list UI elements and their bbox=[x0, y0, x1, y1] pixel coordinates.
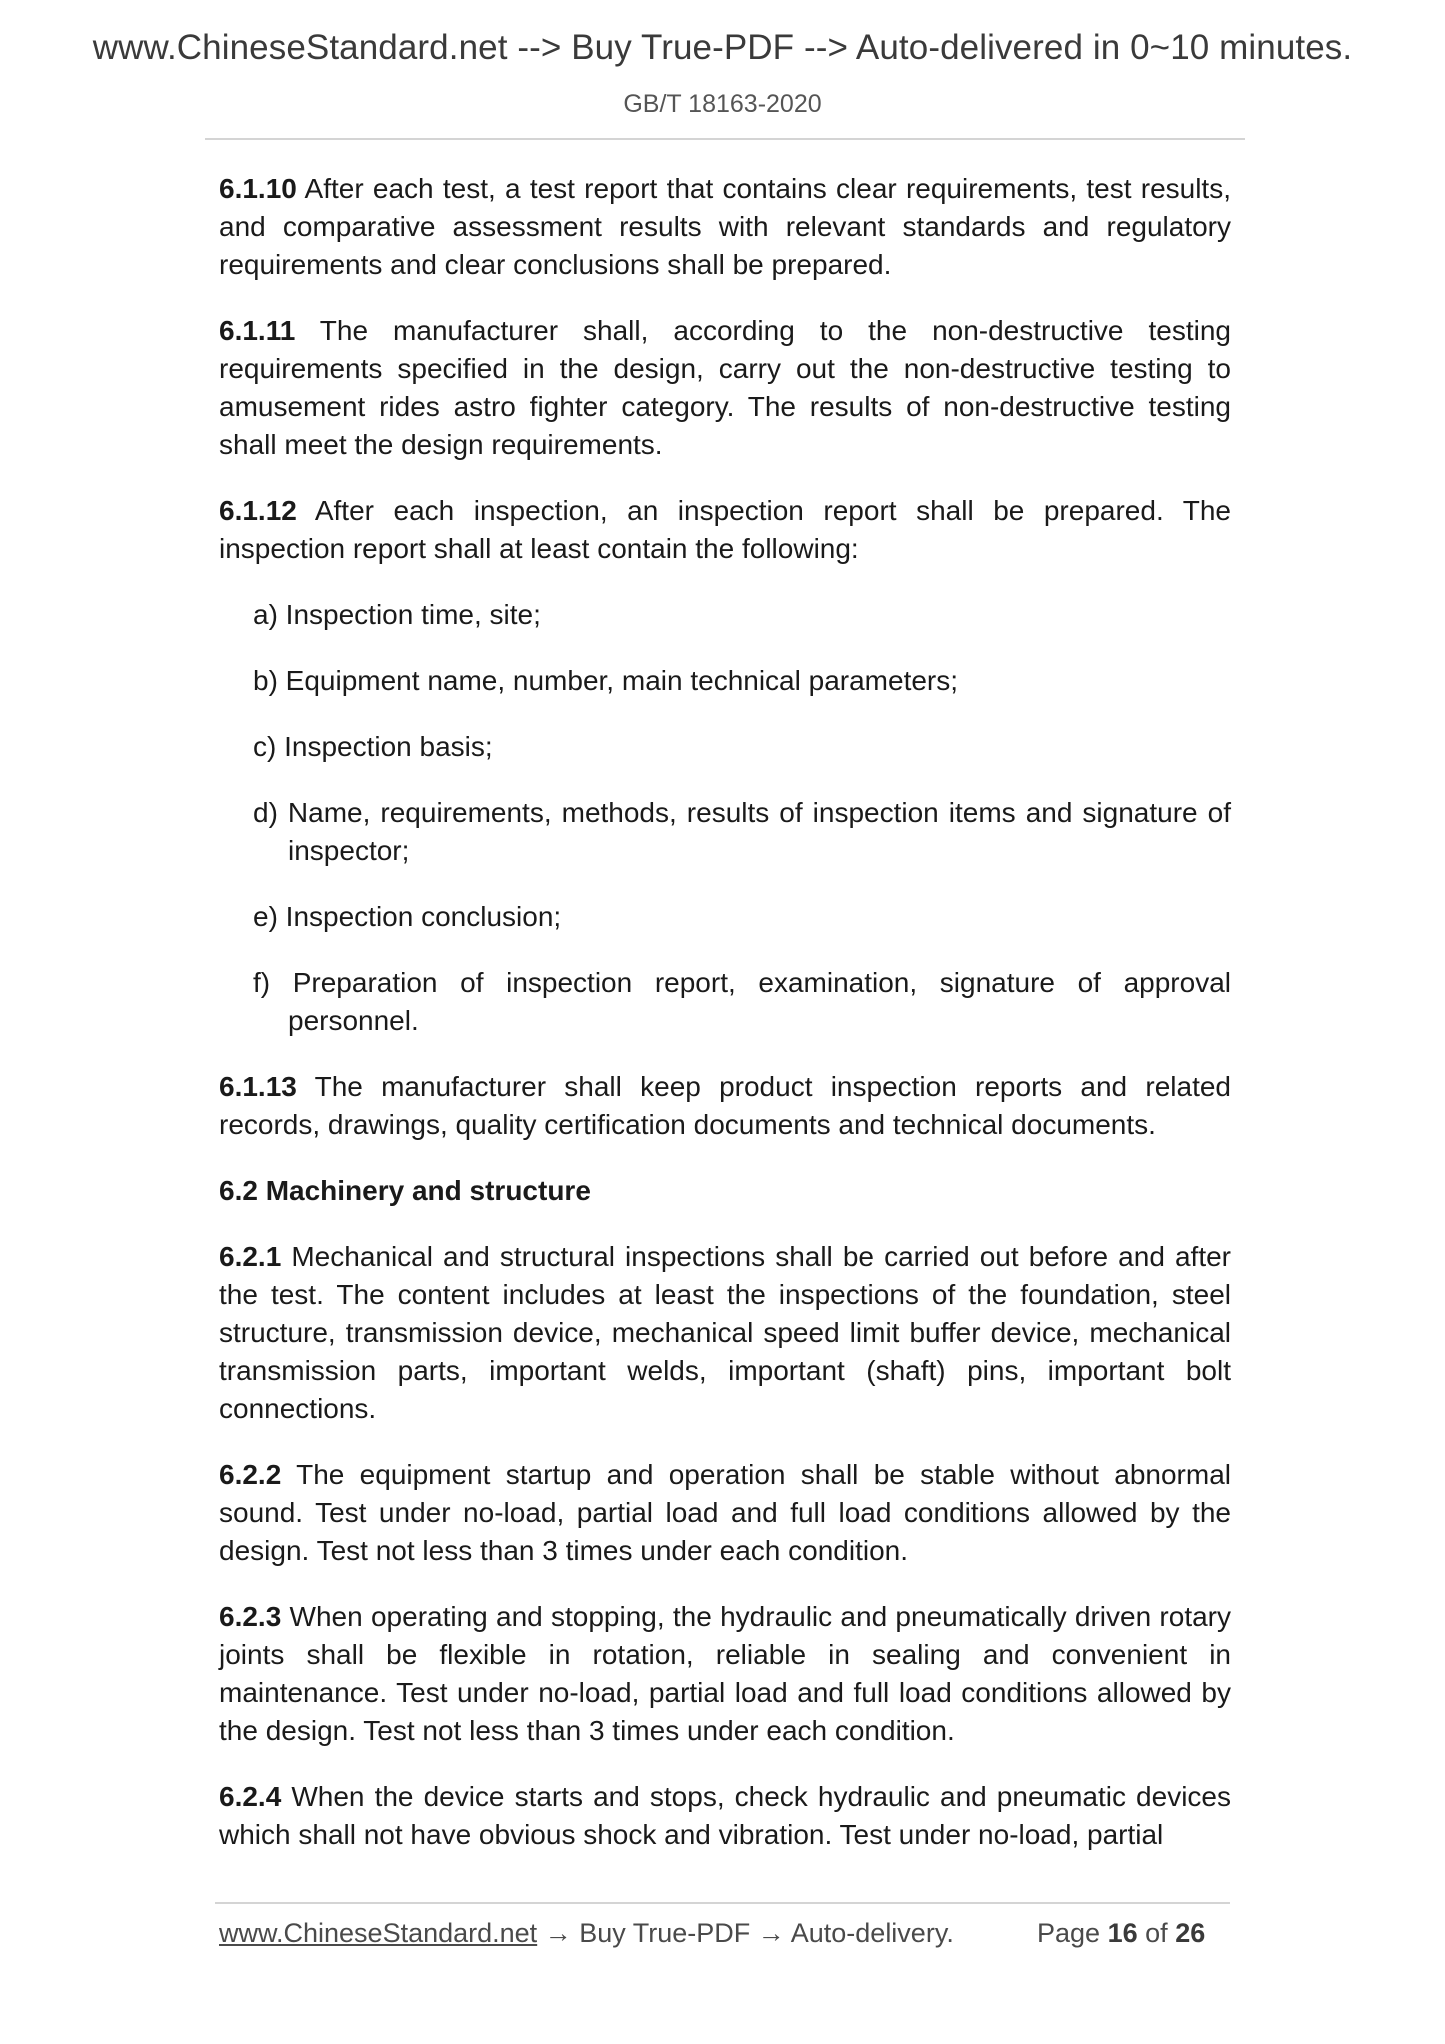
clause-6-1-12 bbox=[219, 492, 1231, 568]
clause-6-2-2 bbox=[219, 1456, 1231, 1570]
list-item: e) Inspection conclusion; bbox=[253, 901, 562, 932]
page-of: of bbox=[1145, 1918, 1168, 1948]
page-current: 16 bbox=[1107, 1918, 1138, 1948]
footer-promo bbox=[219, 1918, 954, 1949]
footer-link[interactable]: www.ChineseStandard.net bbox=[219, 1918, 538, 1948]
footer-divider bbox=[215, 1902, 1230, 1904]
page-total: 26 bbox=[1175, 1918, 1206, 1948]
list-item: f) Preparation of inspection report, examination, signature of approval personnel. bbox=[253, 967, 1231, 1036]
clause-text: The manufacturer shall, according to the non-destructive testing requirements specified in the design, carry out the non-destructive testing to amusement rides astro fighter category. The results of non-destructive testing shall meet the design requirements. bbox=[219, 315, 1231, 460]
clause-number: 6.2.1 bbox=[219, 1241, 282, 1272]
list-item: d) Name, requirements, methods, results of inspection items and signature of inspector; bbox=[253, 797, 1231, 866]
clause-number: 6.1.13 bbox=[219, 1071, 297, 1102]
standard-number: GB/T 18163-2020 bbox=[623, 90, 822, 118]
clause-text: After each test, a test report that contains clear requirements, test results, and comparative assessment results with relevant standards and regulatory requirements and clear conclusions shall be prepared. bbox=[219, 173, 1231, 280]
section-heading: 6.2 Machinery and structure bbox=[219, 1175, 591, 1206]
clause-number: 6.1.10 bbox=[219, 173, 297, 204]
clause-number: 6.2.3 bbox=[219, 1601, 282, 1632]
list-item: a) Inspection time, site; bbox=[253, 599, 541, 630]
clause-6-2-3 bbox=[219, 1598, 1231, 1750]
clause-text: When the device starts and stops, check hydraulic and pneumatic devices which shall not have obvious shock and vibration. Test under no-load, partial bbox=[219, 1781, 1231, 1850]
clause-6-2-1 bbox=[219, 1238, 1231, 1428]
clause-number: 6.1.11 bbox=[219, 315, 296, 346]
list-item: c) Inspection basis; bbox=[253, 731, 493, 762]
list-item: b) Equipment name, number, main technical parameters; bbox=[253, 665, 959, 696]
site-banner: www.ChineseStandard.net --> Buy True-PDF --> Auto-delivered in 0~10 minutes. bbox=[92, 28, 1353, 67]
page-label: Page bbox=[1037, 1918, 1101, 1948]
clause-text: Mechanical and structural inspections shall be carried out before and after the test. The content includes at least the inspections of the foundation, steel structure, transmission device, mechanical speed limit buffer device, mechanical transmission parts, important welds, important (shaft) pins, important bolt connections. bbox=[219, 1241, 1231, 1424]
clause-number: 6.2.4 bbox=[219, 1781, 282, 1812]
page-indicator bbox=[1037, 1918, 1205, 1949]
clause-text: The equipment startup and operation shall be stable without abnormal sound. Test under no-load, partial load and full load conditions allowed by the design. Test not less than 3 times under each condition. bbox=[219, 1459, 1231, 1566]
clause-text: After each inspection, an inspection report shall be prepared. The inspection report shall at least contain the following: bbox=[219, 495, 1231, 564]
clause-6-1-11 bbox=[219, 312, 1231, 464]
header-divider bbox=[205, 138, 1245, 140]
clause-6-1-13 bbox=[219, 1068, 1231, 1144]
clause-6-1-10 bbox=[219, 170, 1231, 284]
clause-number: 6.1.12 bbox=[219, 495, 297, 526]
document-body bbox=[219, 170, 1231, 1882]
clause-text: When operating and stopping, the hydraulic and pneumatically driven rotary joints shall be flexible in rotation, reliable in sealing and convenient in maintenance. Test under no-load, partial load and full load conditions allowed by the design. Test not less than 3 times under each condition. bbox=[219, 1601, 1231, 1746]
footer-tail: → Buy True-PDF → Auto-delivery. bbox=[537, 1918, 954, 1948]
clause-number: 6.2.2 bbox=[219, 1459, 282, 1490]
clause-6-2-4 bbox=[219, 1778, 1231, 1854]
clause-text: The manufacturer shall keep product inspection reports and related records, drawings, quality certification documents and technical documents. bbox=[219, 1071, 1231, 1140]
